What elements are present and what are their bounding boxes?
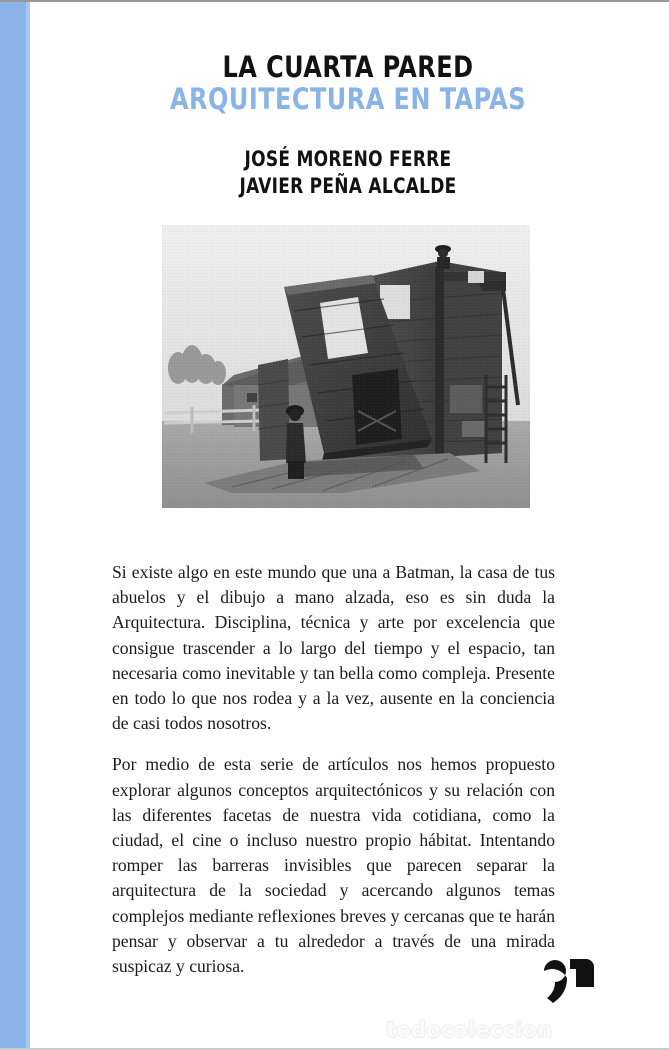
page-title: LA CUARTA PARED	[222, 50, 474, 84]
title-block	[87, 52, 609, 116]
author-name-primary: JOSÉ MORENO FERRE	[244, 147, 452, 171]
author-name-secondary: JAVIER PEÑA ALCALDE	[239, 173, 457, 198]
site-watermark: todocoleccion	[386, 1018, 553, 1042]
book-spine-fold-gap	[30, 2, 87, 1048]
photograph-illustration	[162, 225, 530, 508]
cover-content-column	[87, 0, 669, 1050]
cover-photograph	[162, 225, 530, 508]
publisher-logo	[534, 945, 596, 1007]
quotation-mark-icon	[534, 945, 596, 1007]
body-copy	[112, 560, 555, 979]
page-subtitle: ARQUITECTURA EN TAPAS	[170, 82, 526, 117]
body-paragraph-1: Si existe algo en este mundo que una a Batman, la casa de tus abuelos y el dibujo a mano alzada, eso es sin duda la Arquitectura. Disciplina, técnica y arte por excelencia que consigue trascender a lo largo del tiempo y el espacio, tan necesaria como inevitable y tan bella como compleja. Presente en todo lo que nos rodea y a la vez, ausente en la conciencia de casi todos nosotros.	[112, 562, 555, 734]
authors-block	[87, 146, 609, 200]
book-spine-strip	[0, 2, 26, 1048]
body-paragraph-2: Por medio de esta serie de artículos nos hemos propuesto explorar algunos conceptos arquitectónicos y su relación con las diferentes facetas de nuestra vida cotidiana, como la ciudad, el cine o incluso nuestro propio hábitat. Intentando romper las barreras invisibles que parecen separar la arquitectura de la sociedad y acercando algunos temas complejos mediante reflexiones breves y cercanas que te harán pensar y observar a tu alrededor a través de una mirada suspicaz y curiosa.	[112, 754, 555, 977]
